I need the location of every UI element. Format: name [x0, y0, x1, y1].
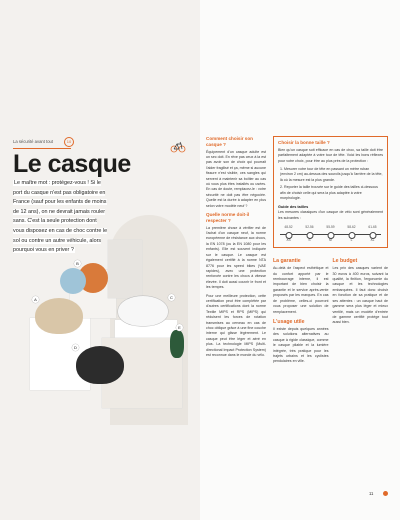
helmet-black: [76, 346, 124, 384]
size-step-2: 2. Reporter la taille trouvée sur le guide des tailles ci-dessous afin de choisir celle qui sera la plus adaptée à votre morphologie.: [280, 185, 378, 201]
heading-taille: Choisir la bonne taille ?: [278, 140, 330, 145]
heading-choisir: Comment choisir son casque ?: [206, 136, 253, 147]
paragraph-garantie: Au-delà de l'aspect esthétique et du confort apporté par le rembourrage interne, il est important de bien choisir la garantie et le service après-vente proposés par les marques. En cas de problème, celles-ci pourront vous proposer une solution de remplacement.: [273, 266, 329, 314]
size-guide-box: [273, 136, 388, 248]
bottom-col-a: [273, 254, 329, 368]
helmet-label-a: A: [32, 296, 39, 303]
bottom-columns: [273, 254, 388, 368]
helmet-label-e: E: [176, 324, 183, 331]
size-scale: [278, 224, 383, 244]
paragraph-mips: Pour une meilleure protection, cette certification peut être complétée par d'autres certifications dont la norme Textile MIPS et RPS (MIPS) qui réduisent les forces de rotation transmises au cerveau en cas de choc oblique grâce à une fine couche interne qui glisse légèrement. Le casque peut être léger et aéré en plus. La technologie MIPS (Multi-directional Impact Protection System) est reconnue dans le monde du vélo.: [206, 293, 266, 357]
section-rule: [13, 148, 71, 149]
bottom-col-b: [333, 254, 389, 368]
helmet-label-d: D: [72, 344, 79, 351]
size-label: L: [350, 238, 353, 243]
size-range: 58-62: [347, 225, 356, 230]
guide-title: Guide des tailles: [278, 205, 309, 210]
guide-text: Les mesures classiques d'un casque de vélo sont généralement les suivantes :: [278, 210, 383, 220]
section-label: La sécurité avant tout: [13, 139, 54, 144]
paragraph-taille: Bien qu'un casque soit efficace en cas de choc, sa taille doit être parfaitement adaptée à votre tour de tête. Voici les bons réflexes pour votre choix, pour être au plus près de la protection :: [278, 147, 383, 163]
paragraph-choisir: Équipement d'un casque adulte est un sec doit. En rêve pas ceux à la est pas avoir son de choix qui pourrait l'aider fragilisé et ça, même si aucune fissure n'est visible, ces sangles qui servent à maintenir sa boîtier au cas où vous plus êtes installés ou usées. En cas de doute, remplacez-le : votre sécurité ne doit pas être négociée. Quelle est la durée à adapter en plus selon votre modèle neuf ?: [206, 149, 267, 208]
heading-garantie: La garantie: [273, 258, 301, 265]
size-label: S: [308, 238, 311, 243]
helmet-green: [170, 330, 184, 358]
heading-budget: Le budget: [332, 258, 358, 265]
size-steps: [278, 167, 383, 201]
column-right: [273, 136, 388, 368]
helmet-label-c: C: [168, 294, 175, 301]
paragraph-norme: La première chose à vérifier est de l'achat d'un casque neuf, la norme européenne de résistance aux chocs, la EN 1078 (ou la EN 1080 pour les enfants). Elle est souvent indiquée sur le casque. Le casque est également certifié à la norme NTA 8776 pour les speed bikes (VAE rapides), avec une protection renforcée contre les chocs à vitesse élevée. Il doit aussi couvrir le front et les tempes.: [206, 225, 266, 290]
intro-text: Le maître mot : protégez-vous ! Si le port du casque n'est pas obligatoire en France (sauf pour les enfants de moins de 12 ans), on ne devrait jamais rouler sans. C'est la seule protection dont vous disposez en cas de choc contre le sol ou contre un autre véhicule, alors pourquoi vous en priver ?: [13, 180, 108, 254]
plinth-glass: [108, 240, 142, 298]
helmet-label-b: B: [74, 260, 81, 267]
helmets-photo: [0, 210, 200, 440]
helmet-blue: [60, 268, 86, 294]
size-range: 52-56: [305, 225, 314, 230]
heading-norme: Quelle norme doit-il respecter ?: [206, 212, 250, 223]
column-left: [206, 136, 266, 361]
helmet-white: [118, 296, 168, 326]
heading-usage: L'usage utile: [273, 318, 305, 325]
size-range: 48-52: [284, 225, 293, 230]
size-step-1: 1. Mesurer votre tour de tête en passant un mètre ruban (environ 2 cm) au-dessus des sourcils jusqu'à l'arrière de la tête, là où la mesure est la plus grande.: [280, 167, 383, 182]
size-range: 61-65: [368, 225, 377, 230]
page-marker-dot: [383, 491, 388, 496]
size-label: XS: [286, 238, 291, 243]
bicycle-icon: [170, 140, 186, 154]
page-title: Le casque: [13, 150, 131, 178]
helmet-beige: [35, 298, 83, 334]
size-label: M: [329, 238, 332, 243]
paragraph-budget: Les prix des casques varient de 30 euros à 400 euros, suivant la qualité, la finition, l'ergonomie du casque et les technologies embarquées. Il faut donc choisir en fonction de sa pratique et de ses attentes : un casque haut de gamme sera plus léger et mieux ventilé, mais un modèle d'entrée de gamme certifié protège tout aussi bien.: [332, 266, 388, 325]
size-range: 55-59: [326, 225, 335, 230]
paragraph-usage: Il existe depuis quelques années des solutions alternatives au casque à rigide classique, comme le casque pliable et la lumière intégrée, très pratique pour les trajets urbains et les cyclistes pendulaires en ville.: [273, 326, 329, 364]
section-number-badge: 10: [64, 137, 74, 147]
page-number: 11: [369, 491, 374, 496]
size-label: XL: [370, 238, 375, 243]
